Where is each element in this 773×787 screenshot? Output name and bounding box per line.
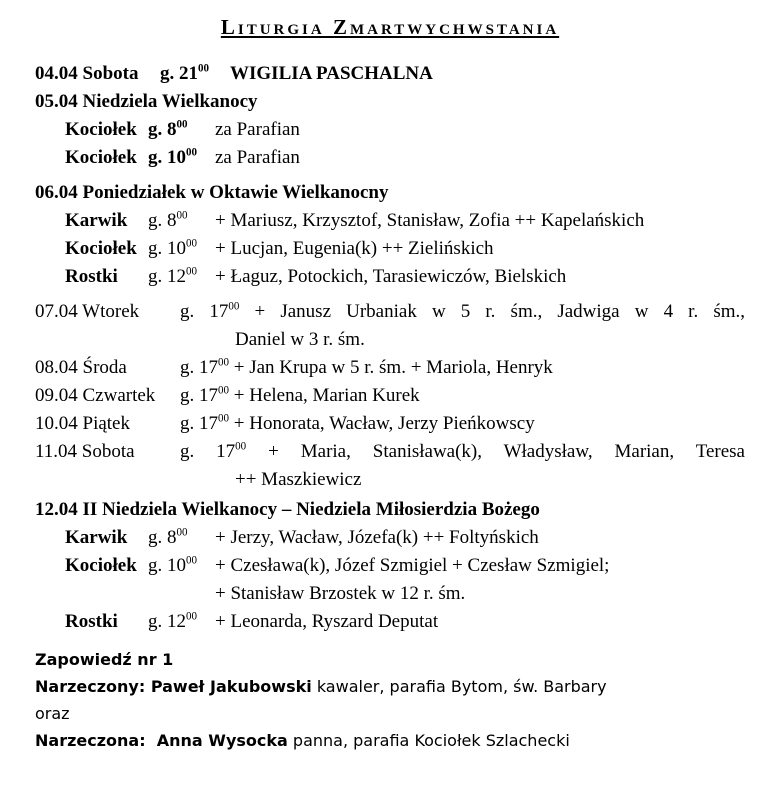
date-label: 11.04 Sobota bbox=[35, 441, 135, 462]
time-label bbox=[148, 552, 215, 580]
schedule-row-0404 bbox=[35, 60, 745, 88]
time-label bbox=[148, 263, 215, 291]
intention-block bbox=[180, 298, 745, 354]
intention-line bbox=[180, 410, 745, 438]
time-text: g. 8 bbox=[148, 527, 177, 548]
schedule-row-day bbox=[35, 382, 745, 410]
date-label: 08.04 Środa bbox=[35, 357, 127, 378]
date-label: 09.04 Czwartek bbox=[35, 385, 156, 406]
intention-text: + Lucjan, Eugenia(k) ++ Zielińskich bbox=[215, 238, 494, 259]
date-label: 07.04 Wtorek bbox=[35, 301, 140, 322]
continuation-text: ++ Maszkiewicz bbox=[235, 469, 362, 490]
conjunction-text: oraz bbox=[35, 704, 70, 723]
intention-block bbox=[215, 552, 745, 608]
intention-text: + Helena, Marian Kurek bbox=[233, 385, 420, 406]
schedule-row-church bbox=[65, 207, 745, 235]
church-label: Kociołek bbox=[65, 555, 137, 576]
banns-section bbox=[35, 646, 745, 754]
time-superscript: 00 bbox=[218, 356, 230, 369]
intention-text: + Mariusz, Krzysztof, Stanisław, Zofia ++ Kapelańskich bbox=[215, 210, 645, 231]
church-label: Karwik bbox=[65, 527, 128, 548]
intention-line bbox=[180, 438, 745, 466]
time-superscript: 00 bbox=[186, 146, 198, 159]
schedule-row-day bbox=[35, 354, 745, 382]
schedule-row-church bbox=[65, 608, 745, 636]
time-text: g. 8 bbox=[148, 210, 177, 231]
intention-line bbox=[180, 298, 745, 326]
schedule-row-church bbox=[65, 116, 745, 144]
schedule-row-day bbox=[35, 410, 745, 438]
banns-heading: Zapowiedź nr 1 bbox=[35, 650, 174, 669]
time-text: g. 17 bbox=[180, 301, 229, 322]
continuation-text: Daniel w 3 r. śm. bbox=[235, 329, 365, 350]
church-label: Kociołek bbox=[65, 119, 137, 140]
groom-name: Narzeczony: Paweł Jakubowski bbox=[35, 677, 312, 696]
time-superscript: 00 bbox=[218, 412, 230, 425]
bride-name: Narzeczona: Anna Wysocka bbox=[35, 731, 288, 750]
time-text: g. 10 bbox=[148, 555, 186, 576]
intention-text: + Jerzy, Wacław, Józefa(k) ++ Foltyńskich bbox=[215, 527, 539, 548]
intention-text: + Maria, Stanisława(k), Władysław, Marian, Teresa bbox=[268, 441, 745, 462]
intention-text: WIGILIA PASCHALNA bbox=[230, 63, 433, 84]
church-label: Karwik bbox=[65, 210, 128, 231]
intention-line bbox=[180, 354, 745, 382]
intention-line bbox=[180, 382, 745, 410]
intention-text: + Leonarda, Ryszard Deputat bbox=[215, 611, 439, 632]
time-text: g. 10 bbox=[148, 238, 186, 259]
time-superscript: 00 bbox=[198, 62, 210, 75]
document-title-text: Liturgia Zmartwychwstania bbox=[220, 15, 560, 39]
time-label bbox=[160, 60, 230, 88]
time-label bbox=[148, 524, 215, 552]
time-text: g. 12 bbox=[148, 611, 186, 632]
intention-text: + Honorata, Wacław, Jerzy Pieńkowscy bbox=[233, 413, 535, 434]
bride-description: panna, parafia Kociołek Szlachecki bbox=[292, 731, 570, 750]
time-label bbox=[148, 235, 215, 263]
intention-text: za Parafian bbox=[215, 119, 300, 140]
section-header-0604: 06.04 Poniedziałek w Oktawie Wielkanocny bbox=[35, 182, 389, 203]
intention-block bbox=[180, 382, 745, 410]
intention-text: za Parafian bbox=[215, 147, 300, 168]
time-label bbox=[148, 116, 215, 144]
date-label: 10.04 Piątek bbox=[35, 413, 130, 434]
intention-text: + Jan Krupa w 5 r. śm. + Mariola, Henryk bbox=[233, 357, 553, 378]
time-superscript: 00 bbox=[186, 265, 198, 278]
intention-block bbox=[180, 438, 745, 494]
schedule-row-church bbox=[65, 235, 745, 263]
time-label bbox=[148, 207, 215, 235]
time-superscript: 00 bbox=[186, 237, 198, 250]
intention-text: + Czesława(k), Józef Szmigiel + Czesław Szmigiel; bbox=[215, 555, 610, 576]
time-text: g. 17 bbox=[180, 441, 236, 462]
schedule-row-church bbox=[65, 144, 745, 172]
church-label: Rostki bbox=[65, 266, 118, 287]
time-superscript: 00 bbox=[176, 526, 188, 539]
date-label: 04.04 Sobota bbox=[35, 63, 139, 84]
church-label: Kociołek bbox=[65, 147, 137, 168]
continuation-text: + Stanisław Brzostek w 12 r. śm. bbox=[215, 583, 466, 604]
time-superscript: 00 bbox=[218, 384, 230, 397]
schedule-row-church bbox=[65, 524, 745, 552]
time-text: g. 17 bbox=[180, 385, 218, 406]
time-superscript: 00 bbox=[186, 610, 198, 623]
time-text: g. 8 bbox=[148, 119, 177, 140]
time-text: g. 12 bbox=[148, 266, 186, 287]
time-superscript: 00 bbox=[176, 209, 188, 222]
schedule-row-day bbox=[35, 438, 745, 494]
time-text: g. 17 bbox=[180, 357, 218, 378]
section-header-1204: 12.04 II Niedziela Wielkanocy – Niedziela Miłosierdzia Bożego bbox=[35, 499, 540, 520]
time-superscript: 00 bbox=[235, 440, 247, 453]
schedule-row-church bbox=[65, 552, 745, 608]
schedule-row-day bbox=[35, 298, 745, 354]
time-superscript: 00 bbox=[186, 554, 198, 567]
groom-description: kawaler, parafia Bytom, św. Barbary bbox=[316, 677, 607, 696]
intention-block bbox=[180, 354, 745, 382]
document-title bbox=[35, 14, 745, 40]
time-superscript: 00 bbox=[228, 300, 240, 313]
intention-text: + Łaguz, Potockich, Tarasiewiczów, Bielskich bbox=[215, 266, 567, 287]
time-text: g. 21 bbox=[160, 63, 198, 84]
time-label bbox=[148, 144, 215, 172]
intention-block bbox=[180, 410, 745, 438]
time-superscript: 00 bbox=[176, 118, 188, 131]
section-header-0504: 05.04 Niedziela Wielkanocy bbox=[35, 91, 258, 112]
schedule-row-church bbox=[65, 263, 745, 291]
time-label bbox=[148, 608, 215, 636]
time-text: g. 10 bbox=[148, 147, 186, 168]
groom-line bbox=[35, 673, 745, 700]
time-text: g. 17 bbox=[180, 413, 218, 434]
church-label: Rostki bbox=[65, 611, 118, 632]
bride-line bbox=[35, 727, 745, 754]
intention-text: + Janusz Urbaniak w 5 r. śm., Jadwiga w 4 r. śm., bbox=[254, 301, 746, 322]
church-label: Kociołek bbox=[65, 238, 137, 259]
